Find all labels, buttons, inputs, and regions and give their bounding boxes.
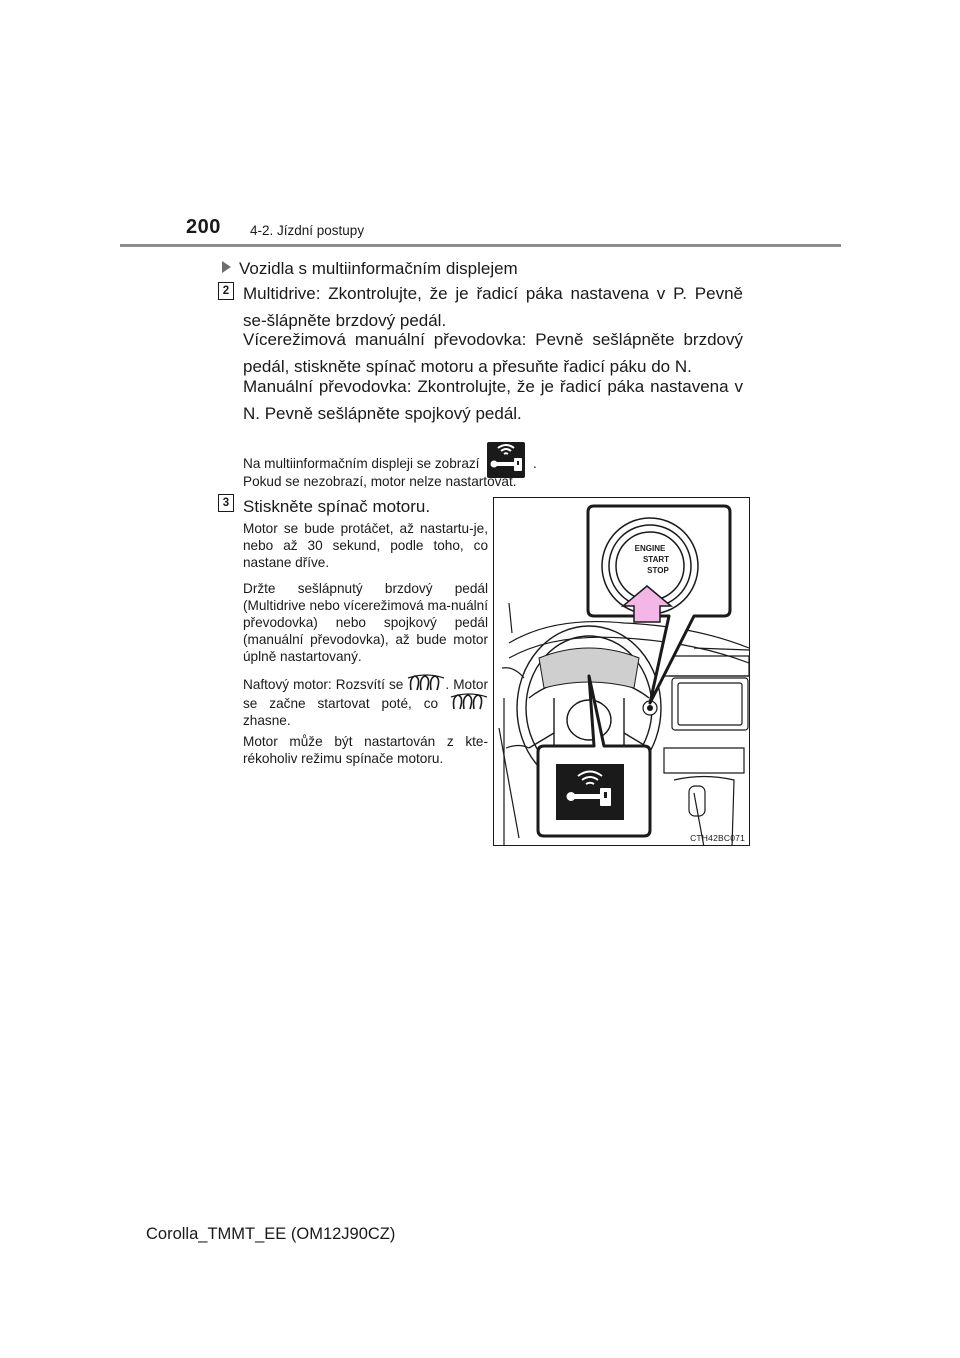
vehicle-heading <box>222 255 518 282</box>
vehicle-heading-text: Vozidla s multiinformačním displejem <box>239 259 518 278</box>
header-rule <box>120 244 841 247</box>
step-3-cranking-note: Motor se bude protáčet, až nastartu-je, nebo až 30 sekund, podle toho, co nastane dříve. <box>243 521 488 570</box>
step-3-badge: 3 <box>218 494 234 512</box>
diesel-note-part3: zhasne. <box>243 713 291 728</box>
dashboard-drawing <box>494 498 750 846</box>
display-note-end: . <box>533 456 537 471</box>
footer-model-code: Corolla_TMMT_EE (OM12J90CZ) <box>146 1225 396 1243</box>
display-note-text: Na multiinformačním displeji se zobrazí <box>243 456 480 471</box>
step-2-multidrive: Multidrive: Zkontrolujte, že je řadicí páka nastavena v P. Pevně se-šlápněte brzdový pedál. <box>243 284 743 330</box>
page-number: 200 <box>186 216 221 238</box>
figure-code: CTH42BC071 <box>690 833 745 843</box>
engine-start-illustration <box>493 497 750 846</box>
diesel-note-part1: Naftový motor: Rozsvítí se <box>243 677 404 692</box>
step-3-pedal-note: Držte sešlápnutý brzdový pedál (Multidrive nebo vícerežimová ma-nuální převodovka) nebo spojkový pedál (manuální převodovka), až bude motor úplně nastartovaný. <box>243 581 488 664</box>
diesel-note-part2: . Motor se začne startovat poté, co <box>243 677 488 711</box>
step-2-manual: Manuální převodovka: Zkontrolujte, že je řadicí páka nastavena v N. Pevně sešlápněte spojkový pedál. <box>243 377 743 423</box>
glow-plug-icon <box>450 693 488 711</box>
button-label-stop: STOP <box>647 566 669 575</box>
glow-plug-icon <box>407 674 445 692</box>
step-3-mode-note: Motor může být nastartován z kte-rékoholiv režimu spínače motoru. <box>243 734 488 766</box>
section-title: 4-2. Jízdní postupy <box>250 223 365 238</box>
step-2-badge: 2 <box>218 282 234 300</box>
step-3-title: Stiskněte spínač motoru. <box>243 497 431 516</box>
step-3-diesel-note <box>243 674 488 729</box>
display-note-2: Pokud se nezobrazí, motor nelze nastartovat. <box>243 474 517 489</box>
step-2-multimode-manual: Vícerežimová manuální převodovka: Pevně sešlápněte brzdový pedál, stiskněte spínač motoru a přesuňte řadicí páku do N. <box>243 330 743 376</box>
button-label-engine: ENGINE <box>634 544 666 553</box>
triangle-bullet-icon <box>222 261 231 273</box>
button-label-start: START <box>642 555 670 564</box>
